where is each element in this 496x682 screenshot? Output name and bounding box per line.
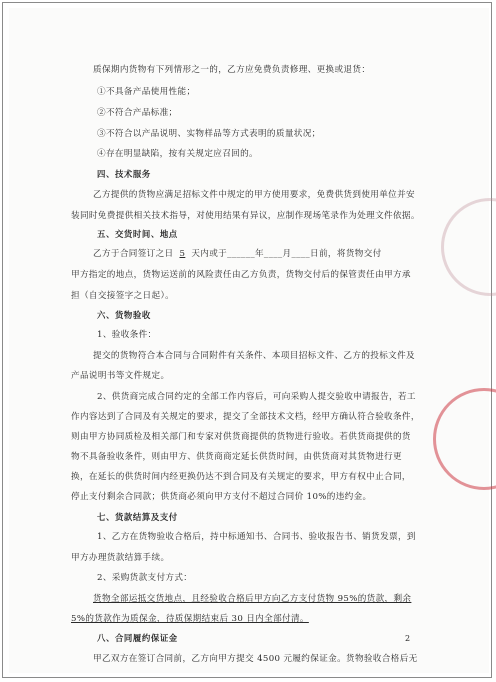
text-line: 乙方提供的货物应满足招标文件中规定的甲方使用要求，免费供货到使用单位并安	[93, 190, 415, 200]
section-heading: 六、货物验收	[97, 310, 151, 320]
text-line: 质保期内货物有下列情形之一的，乙方应免费负责修理、更换或退货：	[93, 65, 371, 75]
text-line: 2、采购货款支付方式：	[97, 573, 193, 583]
text-line: ①不具备产品使用性能；	[97, 87, 196, 97]
text-line: 1、乙方在货物验收合格后，持中标通知书、合同书、验收报告书、销货发票，到	[97, 532, 416, 542]
text-line: 换，在延长的供货时间内经更换仍达不到合同及有关规定的要求，甲方有权中止合同，	[71, 472, 411, 482]
text-line: 装同时免费提供相关技术指导，对使用结果有异议，应制作现场笔录作为处理文件依据。	[71, 211, 420, 221]
text-line: 停止支付剩余合同款；供货商必须向甲方支付不超过合同价 10%的违约金。	[71, 492, 372, 502]
text-line: ④存在明显缺陷，按有关规定应召回的。	[97, 149, 258, 159]
text-line: 物不具备验收条件，则由甲方、供货商商定延长供货时间，由供货商对其货物进行更	[71, 452, 402, 462]
text-line: 甲方指定的地点，货物运送前的风险责任由乙方负责，货物交付后的保管责任由甲方承	[71, 270, 411, 280]
text-line: 货物全部运抵交货地点，且经验收合格后甲方向乙方支付货物 95%的货款，剩余	[93, 594, 412, 604]
text-line: 甲乙双方在签订合同前，乙方向甲方提交 4500 元履约保证金。货物验收合格后无	[93, 654, 418, 664]
text-line: 产品说明书等文件规定。	[71, 371, 170, 381]
section-heading: 五、交货时间、地点	[97, 229, 178, 239]
text-line: 作内容达到了合同及有关规定的要求，提交了全部技术文档，经甲方确认符合验收条件，	[71, 412, 420, 422]
section-heading: 四、技术服务	[97, 169, 151, 179]
document-page	[9, 8, 489, 673]
text-line: 提交的货物符合本合同与合同附件有关条件、本项目招标文件、乙方的投标文件及	[93, 351, 415, 361]
section-heading: 七、货款结算及支付	[97, 512, 178, 522]
section-heading: 八、合同履约保证金	[97, 633, 178, 643]
text-line: 2、供货商完成合同约定的全部工作内容后，可向采购人提交验收申请报告，若工	[97, 392, 416, 402]
text-line: 乙方于合同签订之日 5 天内或于______年____月____日前，将货物交付	[93, 249, 382, 259]
text-line: 5%的货款作为质保金，待质保期结束后 30 日内全部付清。	[71, 614, 309, 624]
page-number: 2	[405, 634, 411, 643]
document-frame	[2, 2, 492, 678]
text-line: ②不符合产品标准；	[97, 108, 178, 118]
seal-stamp-top	[441, 198, 496, 296]
text-line: 担（自交接签字之日起）。	[71, 291, 175, 301]
text-line: 则由甲方协同质检及相关部门和专家对供货商提供的货物进行验收。若供货商提供的货	[71, 432, 411, 442]
text-line: 1、验收条件：	[97, 330, 157, 340]
text-line: 甲方办理货款结算手续。	[71, 553, 170, 563]
text-line: ③不符合以产品说明、实物样品等方式表明的质量状况；	[97, 129, 321, 139]
seal-stamp-bottom	[433, 388, 496, 490]
